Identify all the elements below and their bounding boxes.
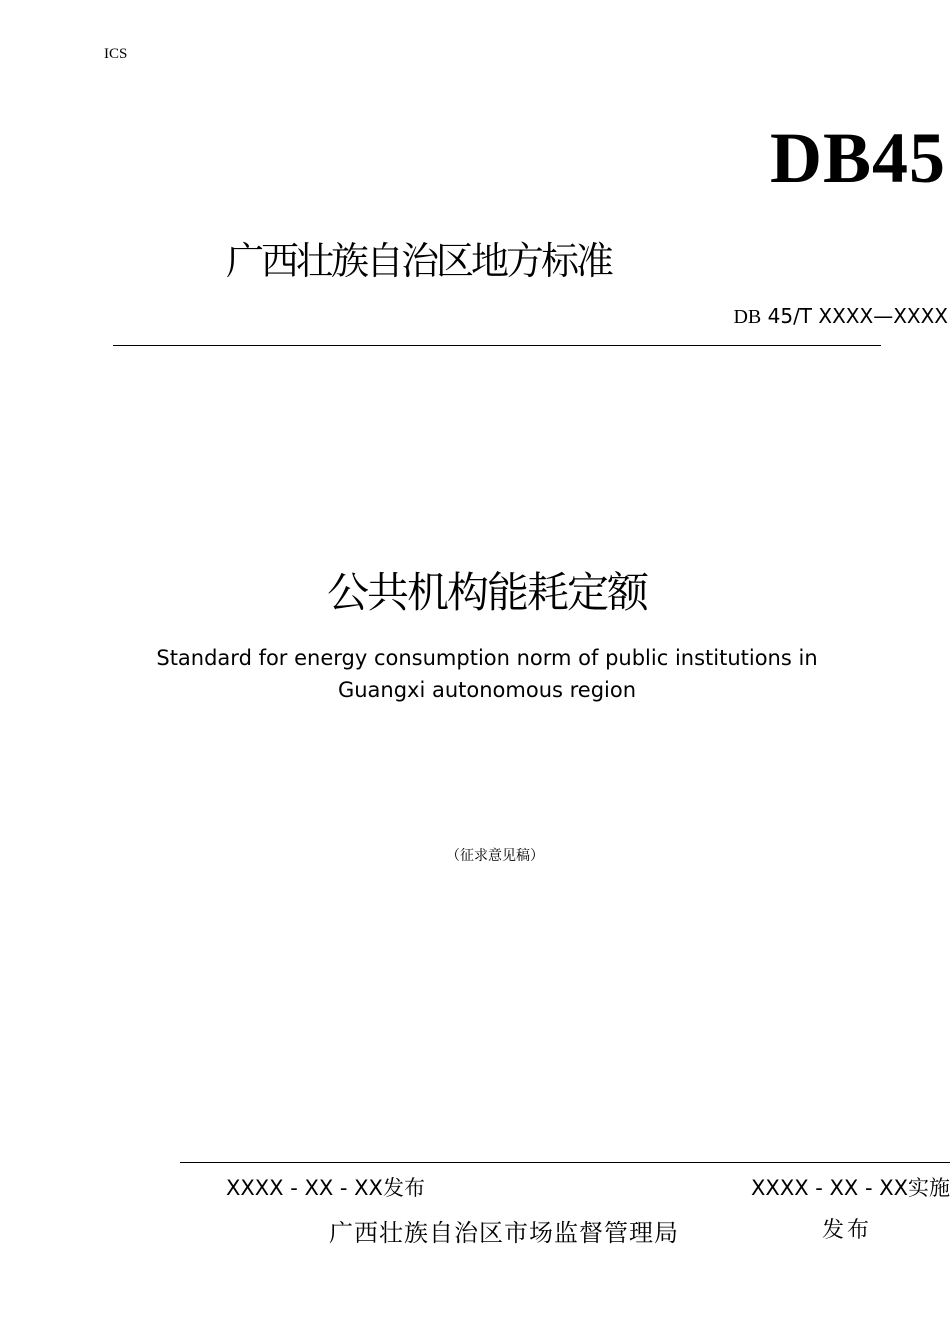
footer-divider (180, 1162, 950, 1163)
issue-word: 发布 (822, 1218, 873, 1243)
standard-number-prefix: DB (733, 306, 762, 328)
issue-date: XXXX - XX - XX发布 (226, 1176, 425, 1200)
standard-type-title: 广西壮族自治区地方标准 (226, 239, 612, 283)
document-title-chinese: 公共机构能耗定额 (326, 568, 647, 617)
english-title-line-2: Guangxi autonomous region (337, 678, 637, 702)
standard-number (733, 304, 948, 329)
issuing-authority: 广西壮族自治区市场监督管理局 (329, 1219, 679, 1247)
standard-code-mark: DB45 (769, 118, 946, 198)
document-title-english (0, 642, 950, 706)
ics-label: ICS (104, 46, 128, 62)
standard-number-value: 45/T XXXX—XXXX (761, 304, 948, 328)
english-title-line-1: Standard for energy consumption norm of public institutions in (156, 646, 818, 670)
header-divider (113, 345, 881, 346)
draft-note: （征求意见稿） (446, 848, 544, 864)
implementation-date: XXXX - XX - XX实施 (751, 1176, 950, 1200)
